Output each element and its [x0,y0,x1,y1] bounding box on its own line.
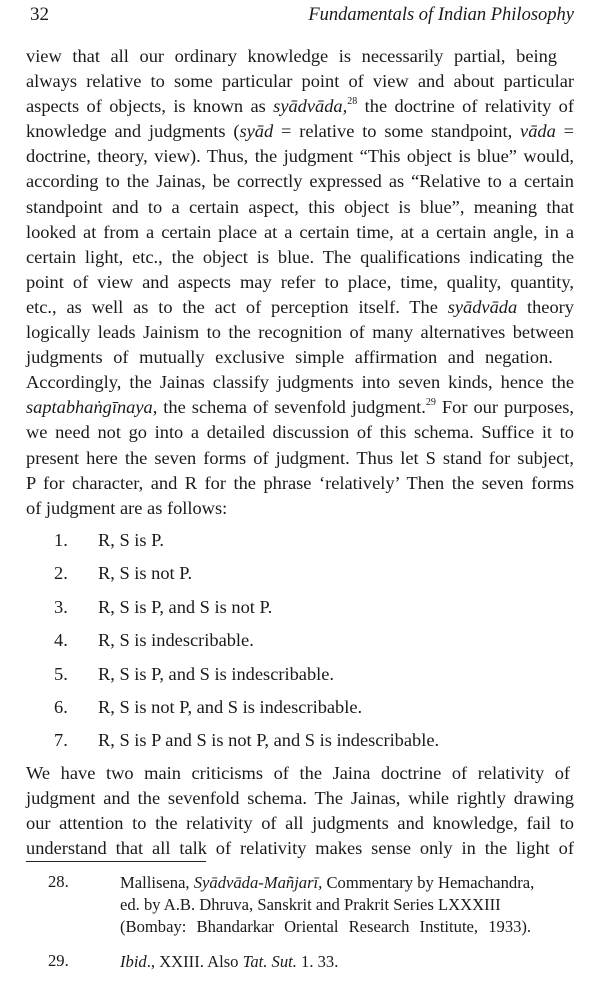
judgment-item [26,691,574,724]
text-run: present here the seven forms of judgment. Thus let S stand for subject, [26,447,574,468]
judgment-text: R, S is P, and S is indescribable. [98,663,335,684]
text-run: = [555,121,574,142]
text-run: theory [517,296,574,317]
judgment-text: R, S is P. [98,529,164,550]
text-line [26,295,574,320]
text-run: judgments of mutually exclusive simple affirmation and negation. [26,347,553,368]
judgment-number: 4. [54,630,68,651]
judgment-text: R, S is P and S is not P, and S is indescribable. [98,730,440,751]
text-line [26,169,574,194]
text-run: We have two main criticisms of the Jaina doctrine of relativity of [26,762,571,783]
italic-term: vāda [520,121,556,142]
judgment-item [26,557,574,590]
italic-term: saptabhaṅgīnaya [26,397,153,418]
text-line [26,320,574,345]
paragraph-2 [26,761,574,861]
judgment-number: 5. [54,663,68,684]
text-run: Mallisena, [120,873,194,892]
text-line [120,872,574,894]
judgment-number: 7. [54,730,68,751]
text-run: certain light, etc., the object is blue. The qualifications indicating the [26,246,574,267]
judgment-item [26,524,574,557]
text-run: always relative to some particular point of view and about particular [26,71,574,92]
text-run: (Bombay: Bhandarkar Oriental Research Institute, 1933). [120,917,532,937]
text-line [26,245,574,270]
text-line [26,420,574,445]
page-number: 32 [30,4,49,25]
footnote [26,872,574,939]
judgment-item [26,591,574,624]
text-run: according to the Jainas, be correctly expressed as “Relative to a certain [26,171,574,192]
text-run: standpoint and to a certain aspect, this object is blue”, meaning that [26,196,574,217]
text-line [120,951,574,973]
text-line [26,94,574,119]
footnote [26,951,574,973]
paragraph-1 [26,44,574,521]
judgment-item [26,624,574,657]
text-run: ., XXIII. Also [146,951,243,971]
text-line [26,786,574,811]
text-line [26,811,574,836]
text-run: aspects of objects, is known as [26,96,274,117]
text-line [26,69,574,94]
footnote-number: 28. [48,872,69,891]
text-run: understand that all talk of relativity makes sense only in the light of [26,837,574,858]
italic-term: Syādvāda-Mañjarī, [193,873,323,892]
footnote-text [120,951,574,973]
text-run: P for character, and R for the phrase ‘relatively’ Then the seven forms [26,472,574,493]
text-run: of judgment are as follows: [26,497,228,518]
text-run: judgment and the sevenfold schema. The Jainas, while rightly drawing [26,787,574,808]
text-line [26,446,574,471]
text-line [26,395,574,420]
text-line [26,220,574,245]
footnotes [26,872,574,985]
text-run: logically leads Jainism to the recognition of many alternatives between [26,322,574,343]
italic-term: Tat. Sut. [242,951,297,971]
main-text [26,44,574,861]
judgment-number: 6. [54,696,68,717]
text-run: Commentary by Hemachandra, [322,873,535,892]
running-header [30,4,574,28]
judgment-text: R, S is not P. [98,563,193,584]
footnote-rule [26,861,206,862]
judgment-number: 1. [54,529,68,550]
footnote-text [120,872,574,939]
text-run: 1. 33. [296,951,339,971]
text-run: doctrine, theory, view). Thus, the judgment “This object is blue” would, [26,146,574,167]
text-line [26,836,574,861]
text-line [26,119,574,144]
judgment-number: 3. [54,596,68,617]
text-run: etc., as well as to the act of perception itself. The [26,296,448,317]
text-line [26,761,574,786]
text-line [26,144,574,169]
judgment-text: R, S is P, and S is not P. [98,596,273,617]
judgment-item [26,724,574,757]
running-title: Fundamentals of Indian Philosophy [308,5,574,25]
italic-term: syādvāda [447,296,518,317]
text-line [120,916,574,938]
italic-term: Ibid [120,951,147,971]
text-line [26,496,574,521]
footnote-ref: 28 [347,96,358,108]
text-run: the doctrine of relativity of [357,96,574,117]
text-line [26,44,574,69]
text-run: view that all our ordinary knowledge is necessarily partial, being [26,46,557,66]
footnote-ref: 29 [425,397,436,409]
text-run: looked at from a certain place at a certain time, at a certain angle, in a [26,221,574,242]
text-line [26,345,574,370]
italic-term: syādvāda, [273,96,348,117]
text-line [26,270,574,295]
text-run: point of view and aspects may refer to place, time, quality, quantity, [26,271,574,292]
text-run: Accordingly, the Jainas classify judgments into seven kinds, hence the [26,372,574,393]
judgment-text: R, S is indescribable. [98,630,254,651]
judgment-item [26,657,574,690]
judgment-list [26,524,574,758]
text-run: , the schema of sevenfold judgment. [152,397,426,418]
footnote-number: 29. [48,950,69,970]
judgment-text: R, S is not P, and S is indescribable. [98,696,363,717]
text-line [26,195,574,220]
text-run: For our purposes, [435,397,574,418]
judgment-number: 2. [54,563,68,584]
text-run: we need not go into a detailed discussion of this schema. Suffice it to [26,422,574,443]
text-run: knowledge and judgments ( [26,121,240,142]
text-line [26,471,574,496]
text-run: our attention to the relativity of all judgments and knowledge, fail to [26,812,574,833]
text-line [26,370,574,395]
text-run: ed. by A.B. Dhruva, Sanskrit and Prakrit Series LXXXIII [120,895,501,915]
italic-term: syād [239,121,274,142]
text-run: = relative to some standpoint, [273,121,521,142]
text-line [120,894,574,916]
